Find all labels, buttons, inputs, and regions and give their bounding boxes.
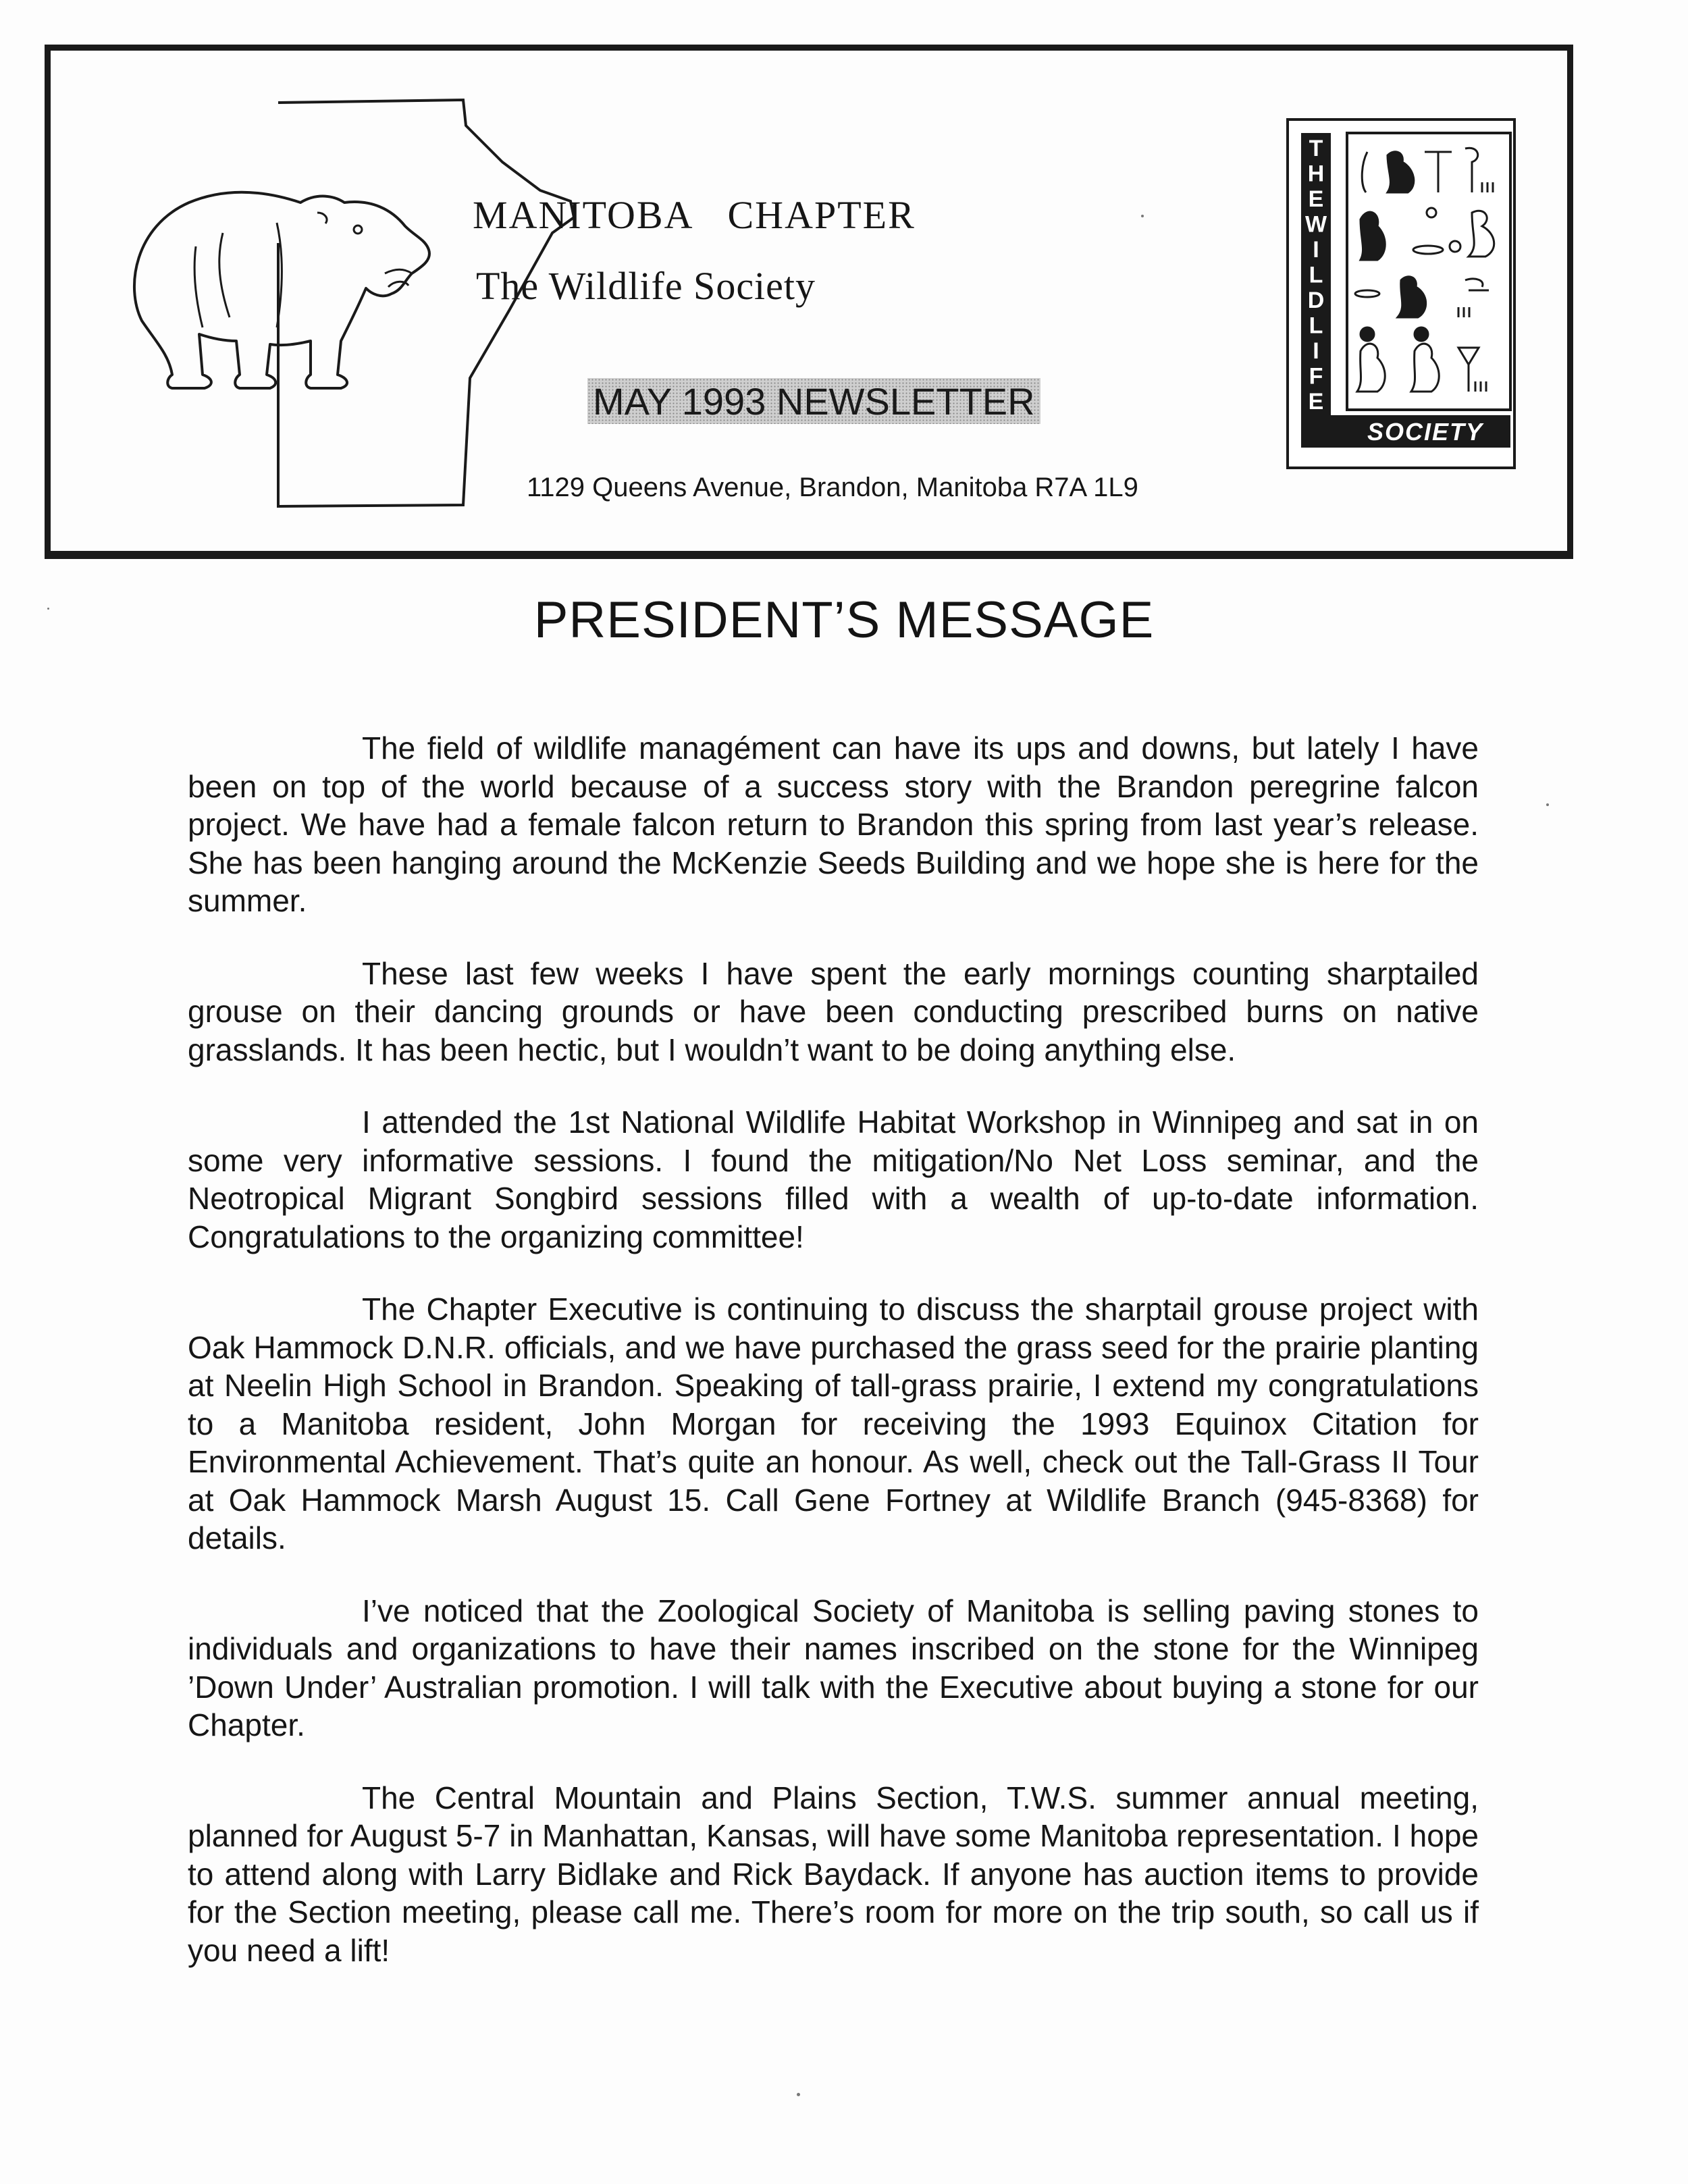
logo-vertical-letter: L: [1309, 262, 1323, 288]
logo-vertical-letter: H: [1307, 161, 1325, 187]
logo-vertical-letter: E: [1308, 389, 1324, 415]
chapter-title-word-2: CHAPTER: [727, 193, 916, 237]
paragraph-5: I’ve noticed that the Zoological Society of Manitoba is selling paving stones to individuals and organizations to have their names inscribed on the stone for the Winnipeg ’Down Under’ Australian promotion. I will talk with the Executive about buying a stone for our Chapter.: [188, 1593, 1479, 1742]
logo-vertical-letter: W: [1304, 211, 1327, 238]
logo-vertical-letter: L: [1309, 313, 1323, 339]
paragraph-3: I attended the 1st National Wildlife Habitat Workshop in Winnipeg and sat in on some very informative sessions. I found the mitigation/No Net Loss seminar, and the Neotropical Migrant Songbird sessions filled with a wealth of up-to-date information. Congratulations to the organizing committee!: [188, 1104, 1479, 1254]
logo-vertical-letter: F: [1309, 363, 1323, 390]
newsletter-issue-label: MAY 1993 NEWSLETTER: [587, 378, 1040, 424]
logo-vertical-letter: I: [1313, 237, 1319, 263]
scan-speck: [47, 608, 49, 610]
polar-bear-icon: [115, 172, 432, 395]
society-name: The Wildlife Society: [476, 264, 816, 308]
logo-vertical-letter: I: [1313, 338, 1319, 364]
paragraph-1: The field of wildlife managément can have its ups and downs, but lately I have been on top of the world because of a success story with the Brandon peregrine falcon project. We have had a female falcon return to Brandon this spring from last year’s release. She has been hanging around the McKenzie Seeds Building and we hope she is here for the summer.: [188, 730, 1479, 918]
chapter-title-word-1: MANITOBA: [473, 193, 694, 237]
logo-vertical-letter: E: [1308, 186, 1324, 212]
scan-speck: [1546, 803, 1549, 806]
scan-speck: [797, 2093, 800, 2096]
paragraph-2: These last few weeks I have spent the early mornings counting sharptailed grouse on their dancing grounds or have been conducting prescribed burns on native grasslands. It has been hectic, but I wouldn’t want to be doing anything else.: [188, 955, 1479, 1067]
chapter-address: 1129 Queens Avenue, Brandon, Manitoba R7A 1L9: [527, 473, 1138, 502]
paragraph-6: The Central Mountain and Plains Section, T.W.S. summer annual meeting, planned for August 5-7 in Manhattan, Kansas, will have some Manitoba representation. I hope to attend along with Larry Bidlake and Rick Baydack. If anyone has auction items to provide for the Section meeting, please call me. There’s room for more on the trip south, so call us if you need a lift!: [188, 1780, 1479, 1968]
logo-society-label: SOCIETY: [1367, 418, 1484, 446]
logo-vertical-letter: D: [1307, 288, 1325, 313]
chapter-title: [473, 192, 916, 238]
article-body: [188, 729, 1479, 2004]
wildlife-society-logo: [1286, 118, 1516, 469]
page-heading: PRESIDENT’S MESSAGE: [533, 591, 1155, 649]
paragraph-4: The Chapter Executive is continuing to discuss the sharptail grouse project with Oak Hammock D.N.R. officials, and we have purchased the grass seed for the prairie planting at Neelin High School in Brandon. Speaking of tall-grass prairie, I extend my congratulations to a Manitoba resident, John Morgan for receiving the 1993 Equinox Citation for Environmental Achievement. That’s quite an honour. As well, check out the Tall-Grass II Tour at Oak Hammock Marsh August 15. Call Gene Fortney at Wildlife Branch (945-8368) for details.: [188, 1291, 1479, 1555]
scan-speck: [1141, 215, 1144, 217]
logo-vertical-letter: T: [1309, 136, 1323, 161]
